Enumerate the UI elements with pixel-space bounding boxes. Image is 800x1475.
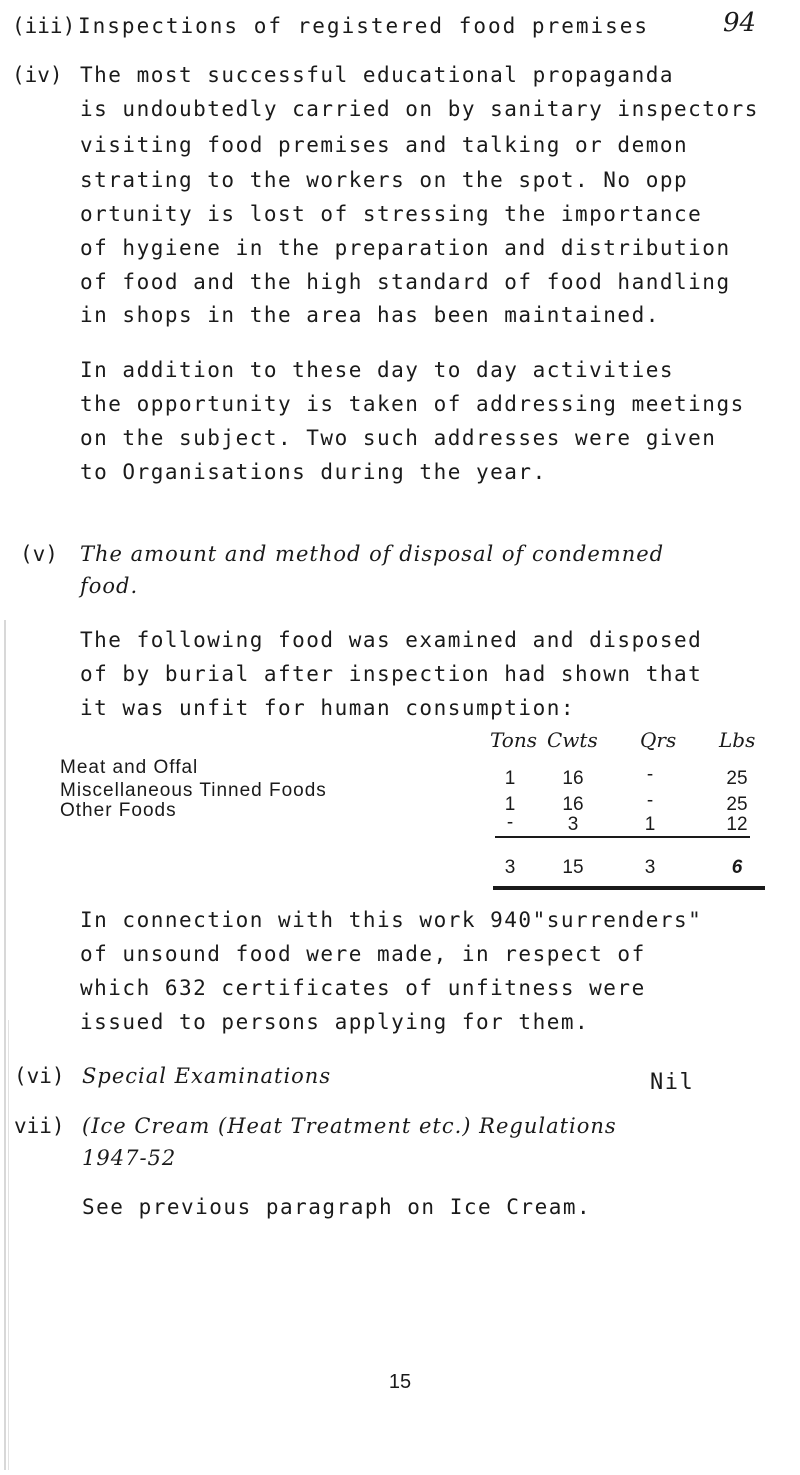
table-cell: 25 bbox=[726, 794, 748, 815]
table-cell: 3 bbox=[567, 814, 579, 835]
paragraph-line: of unsound food were made, in respect of bbox=[80, 942, 646, 966]
paragraph-line: is undoubtedly carried on by sanitary inspectors bbox=[80, 97, 759, 121]
left-margin-shadow bbox=[4, 620, 6, 1470]
table-cell: 16 bbox=[562, 794, 584, 815]
column-header-qrs: Qrs bbox=[640, 728, 677, 752]
section-vii-number: vii) bbox=[14, 1114, 65, 1138]
paragraph-line: to Organisations during the year. bbox=[80, 460, 547, 484]
paragraph-line: See previous paragraph on Ice Cream. bbox=[82, 1195, 592, 1219]
total-cell: 3 bbox=[644, 857, 656, 878]
paragraph-line: In connection with this work 940"surrenders" bbox=[80, 908, 703, 932]
left-margin-shadow-inner bbox=[8, 1020, 9, 1470]
table-cell: 16 bbox=[562, 768, 584, 789]
total-cell: 3 bbox=[504, 857, 516, 878]
section-v-title: food. bbox=[80, 574, 139, 598]
table-cell: 25 bbox=[726, 768, 748, 789]
paragraph-line: The following food was examined and disposed bbox=[80, 628, 703, 652]
column-header-cwts: Cwts bbox=[547, 728, 598, 752]
section-vi-title: Special Examinations bbox=[82, 1064, 332, 1088]
paragraph-line: The most successful educational propaganda bbox=[80, 63, 675, 87]
page-number: 15 bbox=[388, 1371, 412, 1393]
table-cell: 1 bbox=[504, 768, 516, 789]
total-rule bbox=[493, 886, 765, 890]
section-v-number: (v) bbox=[20, 542, 58, 566]
section-iv-number: (iv) bbox=[12, 63, 63, 87]
paragraph-line: In addition to these day to day activities bbox=[80, 358, 675, 382]
table-row-label: Other Foods bbox=[60, 800, 177, 821]
paragraph-line: the opportunity is taken of addressing meetings bbox=[80, 392, 745, 416]
paragraph-line: strating to the workers on the spot. No opp bbox=[80, 168, 689, 192]
paragraph-line: on the subject. Two such addresses were given bbox=[80, 426, 717, 450]
paragraph-line: of food and the high standard of food handling bbox=[80, 270, 731, 294]
subtotal-rule bbox=[495, 836, 750, 838]
paragraph-line: ortunity is lost of stressing the importance bbox=[80, 202, 703, 226]
section-vi-number: (vi) bbox=[14, 1064, 65, 1088]
paragraph-line: of hygiene in the preparation and distribution bbox=[80, 236, 731, 260]
section-iii-title: Inspections of registered food premises bbox=[78, 14, 650, 38]
table-cell: 1 bbox=[644, 814, 656, 835]
paragraph-line: issued to persons applying for them. bbox=[80, 1010, 590, 1034]
total-cell: 15 bbox=[562, 857, 584, 878]
table-cell: 1 bbox=[504, 794, 516, 815]
table-row-label: Miscellaneous Tinned Foods bbox=[60, 780, 327, 801]
table-row-label: Meat and Offal bbox=[60, 757, 199, 778]
paragraph-line: in shops in the area has been maintained. bbox=[80, 303, 660, 327]
column-header-lbs: Lbs bbox=[719, 728, 756, 752]
table-cell: 12 bbox=[726, 814, 748, 835]
section-vii-title: 1947-52 bbox=[82, 1146, 177, 1170]
paragraph-line: of by burial after inspection had shown that bbox=[80, 662, 703, 686]
section-vi-value: Nil bbox=[650, 1070, 695, 1095]
table-cell: - bbox=[646, 790, 654, 811]
paragraph-line: it was unfit for human consumption: bbox=[80, 696, 576, 720]
section-v-title: The amount and method of disposal of condemned bbox=[80, 542, 665, 566]
handwritten-page-mark: 94 bbox=[723, 8, 757, 38]
section-vii-title: (Ice Cream (Heat Treatment etc.) Regulations bbox=[82, 1114, 617, 1138]
column-header-tons: Tons bbox=[490, 728, 537, 752]
section-iii-number: (iii) bbox=[12, 14, 76, 38]
paragraph-line: visiting food premises and talking or demon bbox=[80, 133, 689, 157]
total-cell: 6 bbox=[731, 857, 743, 878]
table-cell: - bbox=[506, 812, 514, 833]
table-cell: - bbox=[646, 764, 654, 785]
paragraph-line: which 632 certificates of unfitness were bbox=[80, 976, 646, 1000]
